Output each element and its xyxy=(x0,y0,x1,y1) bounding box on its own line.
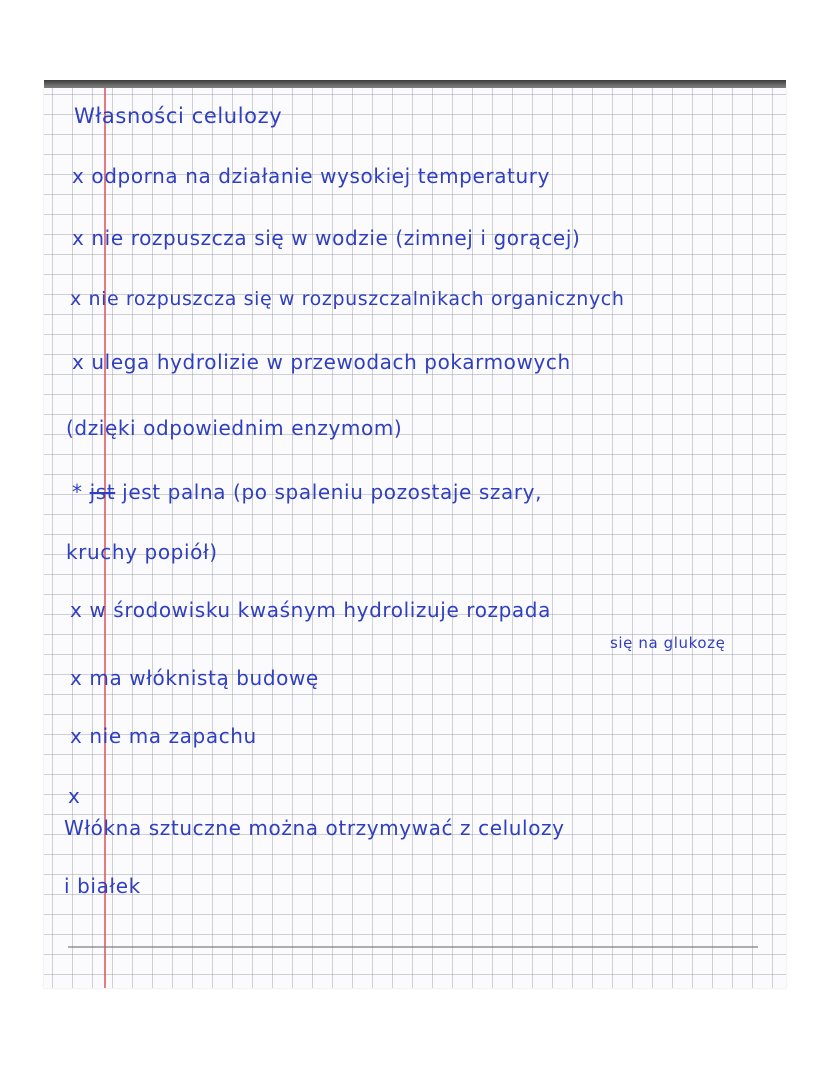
note-line-6-text: jest palna (po spaleniu pozostaje szary, xyxy=(122,480,543,504)
note-line-13: i białek xyxy=(64,874,141,898)
note-line-2: x nie rozpuszcza się w wodzie (zimnej i gorącej) xyxy=(72,226,581,250)
note-line-8-continuation: się na glukozę xyxy=(610,634,726,652)
note-line-4: x ulega hydrolizie w przewodach pokarmowych xyxy=(72,350,571,374)
bullet-asterisk: * xyxy=(72,480,83,504)
note-title: Własności celulozy xyxy=(74,104,283,128)
note-line-1: x odporna na działanie wysokiej temperatury xyxy=(72,164,551,188)
note-line-10: x nie ma zapachu xyxy=(70,724,257,748)
bottom-rule xyxy=(68,946,758,948)
note-line-12: Włókna sztuczne można otrzymywać z celulozy xyxy=(64,816,565,840)
note-line-8: x w środowisku kwaśnym hydrolizuje rozpada xyxy=(70,598,551,622)
note-line-6 xyxy=(72,480,542,504)
note-line-11-bullet: x xyxy=(68,784,81,808)
note-line-5: (dzięki odpowiednim enzymom) xyxy=(66,416,403,440)
margin-line xyxy=(104,88,106,988)
notebook-page xyxy=(44,88,786,988)
struck-word: jst xyxy=(89,480,116,504)
note-line-3: x nie rozpuszcza się w rozpuszczalnikach organicznych xyxy=(70,288,625,310)
note-line-9: x ma włóknistą budowę xyxy=(70,666,319,690)
note-line-7: kruchy popiół) xyxy=(66,540,218,564)
